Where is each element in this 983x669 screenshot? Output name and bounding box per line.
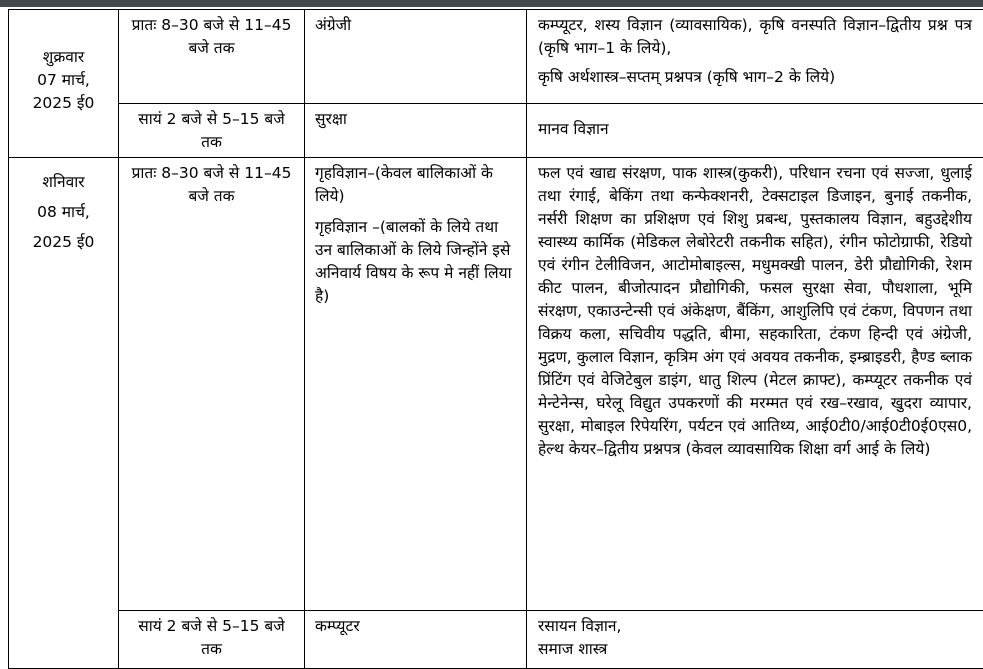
subject-group2-cell xyxy=(527,158,983,611)
subject-text: गृहविज्ञान–(केवल बालिकाओं के लिये) xyxy=(315,162,516,208)
subject-text: कम्प्यूटर xyxy=(315,615,516,638)
subject-text: मानव विज्ञान xyxy=(538,118,972,141)
time-text: सायं 2 बजे से 5–15 बजे तक xyxy=(138,110,285,151)
subject-text: गृहविज्ञान –(बालकों के लिये तथा उन बालिकाओं के लिये जिन्होंने इसे अनिवार्य विषय के रूप मे नहीं लिया है) xyxy=(315,216,516,308)
time-cell xyxy=(119,158,305,611)
day-name: शनिवार xyxy=(9,171,118,194)
subject-group2-cell xyxy=(527,104,983,158)
day-date: 07 मार्च, xyxy=(9,69,118,92)
exam-schedule-table xyxy=(8,9,983,669)
time-cell xyxy=(119,104,305,158)
day-year: 2025 ई0 xyxy=(9,92,118,115)
day-year: 2025 ई0 xyxy=(9,231,118,254)
schedule-row xyxy=(9,10,983,104)
subject-group1-cell xyxy=(305,104,527,158)
schedule-row xyxy=(9,158,983,611)
time-text: प्रातः 8–30 बजे से 11–45 बजे तक xyxy=(132,16,292,57)
day-cell xyxy=(9,10,119,158)
time-cell xyxy=(119,611,305,669)
time-text: सायं 2 बजे से 5–15 बजे तक xyxy=(138,617,285,658)
subject-group1-cell xyxy=(305,611,527,669)
top-border-bar xyxy=(0,0,983,7)
time-cell xyxy=(119,10,305,104)
subject-text: रसायन विज्ञान, xyxy=(538,615,972,638)
time-text: प्रातः 8–30 बजे से 11–45 बजे तक xyxy=(132,164,292,205)
subject-group1-cell xyxy=(305,158,527,611)
subject-text: कृषि अर्थशास्त्र–सप्तम् प्रश्नपत्र (कृषि भाग–2 के लिये) xyxy=(538,66,972,89)
subject-text: अंग्रेजी xyxy=(315,14,516,37)
schedule-row xyxy=(9,104,983,158)
subject-group2-cell xyxy=(527,10,983,104)
day-cell xyxy=(9,158,119,669)
subject-group1-cell xyxy=(305,10,527,104)
schedule-row xyxy=(9,611,983,669)
subject-text: समाज शास्त्र xyxy=(538,638,972,661)
subject-text: सुरक्षा xyxy=(315,108,516,131)
subject-text: कम्प्यूटर, शस्य विज्ञान (व्यावसायिक), कृषि वनस्पति विज्ञान–द्वितीय प्रश्न पत्र (कृषि भाग–1 के लिये), xyxy=(538,14,972,60)
day-name: शुक्रवार xyxy=(9,46,118,69)
day-date: 08 मार्च, xyxy=(9,201,118,224)
subject-group2-cell xyxy=(527,611,983,669)
subject-text: फल एवं खाद्य संरक्षण, पाक शास्त्र(कुकरी), परिधान रचना एवं सज्जा, धुलाई तथा रंगाई, बेकिंग तथा कन्फेक्शनरी, टेक्सटाइल डिजाइन, बुनाई तकनीक, नर्सरी शिक्षण का प्रशिक्षण एवं शिशु प्रबन्ध, पुस्तकालय विज्ञान, बहुउद्देशीय स्वास्थ्य कार्मिक (मेडिकल लेबोरेटरी तकनीक सहित), रंगीन फोटोग्राफी, रेडियो एवं रंगीन टेलीविजन, आटोमोबाइल्स, मधुमक्खी पालन, डेरी प्रौद्योगिकी, रेशम कीट पालन, बीजोत्पादन प्रौद्योगिकी, फसल सुरक्षा सेवा, पौधशाला, भूमि संरक्षण, एकाउन्टेन्सी एवं अंकेक्षण, बैंकिंग, आशुलिपि एवं टंकण, विपणन तथा विक्रय कला, सचिवीय पद्धति, बीमा, सहकारिता, टंकण हिन्दी एवं अंग्रेजी, मुद्रण, कुलाल विज्ञान, कृत्रिम अंग एवं अवयव तकनीक, इम्ब्राइडरी, हैण्ड ब्लाक प्रिंटिंग एवं वेजिटेबुल डाइंग, धातु शिल्प (मेटल क्राफ्ट), कम्प्यूटर तकनीक एवं मेन्टेनेन्स, घरेलू विद्युत उपकरणों की मरम्मत एवं रख–रखाव, खुदरा व्यापार, सुरक्षा, मोबाइल रिपेयरिंग, पर्यटन एवं आतिथ्य, आई0टी0/आई0टी0ई0एस0, हेल्थ केयर–द्वितीय प्रश्नपत्र (केवल व्यावसायिक शिक्षा वर्ग आई के लिये) xyxy=(538,162,972,461)
